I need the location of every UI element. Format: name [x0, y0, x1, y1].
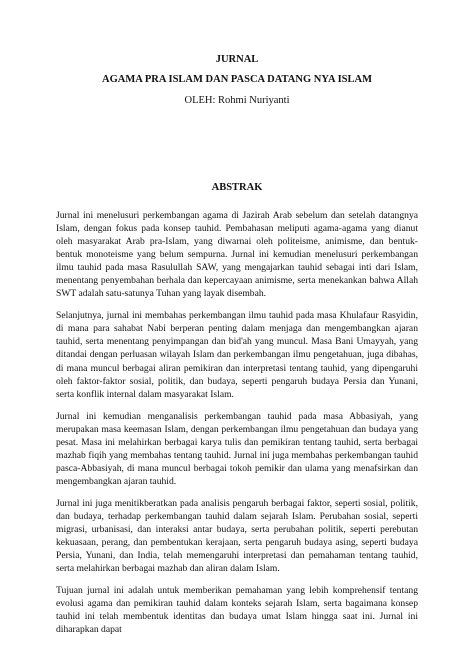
author-line: OLEH: Rohmi Nuriyanti	[184, 95, 290, 106]
abstract-paragraph-5: Tujuan jurnal ini adalah untuk memberikan pemahaman yang lebih komprehensif tentang evolusi agama dan pemikiran tauhid dalam konteks sejarah Islam, serta bagaimana konsep tauhid ini telah membentuk identitas dan budaya umat Islam hingga saat ini. Jurnal ini diharapkan dapat	[56, 585, 418, 636]
abstract-body	[56, 209, 418, 645]
abstract-paragraph-2: Selanjutnya, jurnal ini membahas perkembangan ilmu tauhid pada masa Khulafaur Rasyidin, di mana para sahabat Nabi berperan penting dalam menjaga dan mengembangkan ajaran tauhid, serta menentang penyimpangan dan bid'ah yang muncul. Masa Bani Umayyah, yang ditandai dengan perluasan wilayah Islam dan perkembangan ilmu pengetahuan, juga dibahas, di mana muncul berbagai aliran pemikiran dan interpretasi tentang tauhid, yang dipengaruhi oleh faktor-faktor sosial, politik, dan budaya, seperti pengaruh budaya Persia dan Yunani, serta konflik internal dalam masyarakat Islam.	[56, 310, 418, 400]
abstract-paragraph-3: Jurnal ini kemudian menganalisis perkembangan tauhid pada masa Abbasiyah, yang merupakan masa keemasan Islam, dengan perkembangan ilmu pengetahuan dan budaya yang pesat. Masa ini melahirkan berbagai karya tulis dan pemikiran tentang tauhid, serta berbagai mazhab fiqih yang membahas tentang tauhid. Jurnal ini juga membahas perkembangan tauhid pasca-Abbasiyah, di mana muncul berbagai tokoh pemikir dan ulama yang menafsirkan dan mengembangkan ajaran tauhid.	[56, 410, 418, 487]
abstract-heading: ABSTRAK	[211, 182, 263, 193]
journal-label: JURNAL	[215, 54, 259, 65]
journal-title: AGAMA PRA ISLAM DAN PASCA DATANG NYA ISLAM	[101, 74, 372, 85]
abstract-paragraph-4: Jurnal ini juga menitikberatkan pada analisis pengaruh berbagai faktor, seperti sosial, politik, dan budaya, terhadap perkembangan tauhid dalam sejarah Islam. Perubahan sosial, seperti migrasi, urbanisasi, dan interaksi antar budaya, serta perubahan politik, seperti perebutan kekuasaan, perang, dan pembentukan kerajaan, serta pengaruh budaya asing, seperti budaya Persia, Yunani, dan India, telah memengaruhi interpretasi dan pemahaman tentang tauhid, serta melahirkan berbagai mazhab dan aliran dalam Islam.	[56, 497, 418, 575]
abstract-paragraph-1: Jurnal ini menelusuri perkembangan agama di Jazirah Arab sebelum dan setelah datangnya Islam, dengan fokus pada konsep tauhid. Pembahasan meliputi agama-agama yang dianut oleh masyarakat Arab pra-Islam, yang diwarnai oleh politeisme, animisme, dan bentuk-bentuk monoteisme yang belum sempurna. Jurnal ini kemudian menelusuri perkembangan ilmu tauhid pada masa Rasulullah SAW, yang mengajarkan tauhid sebagai inti dari Islam, menentang penyembahan berhala dan kepercayaan animisme, serta menekankan bahwa Allah SWT adalah satu-satunya Tuhan yang layak disembah.	[56, 210, 418, 300]
